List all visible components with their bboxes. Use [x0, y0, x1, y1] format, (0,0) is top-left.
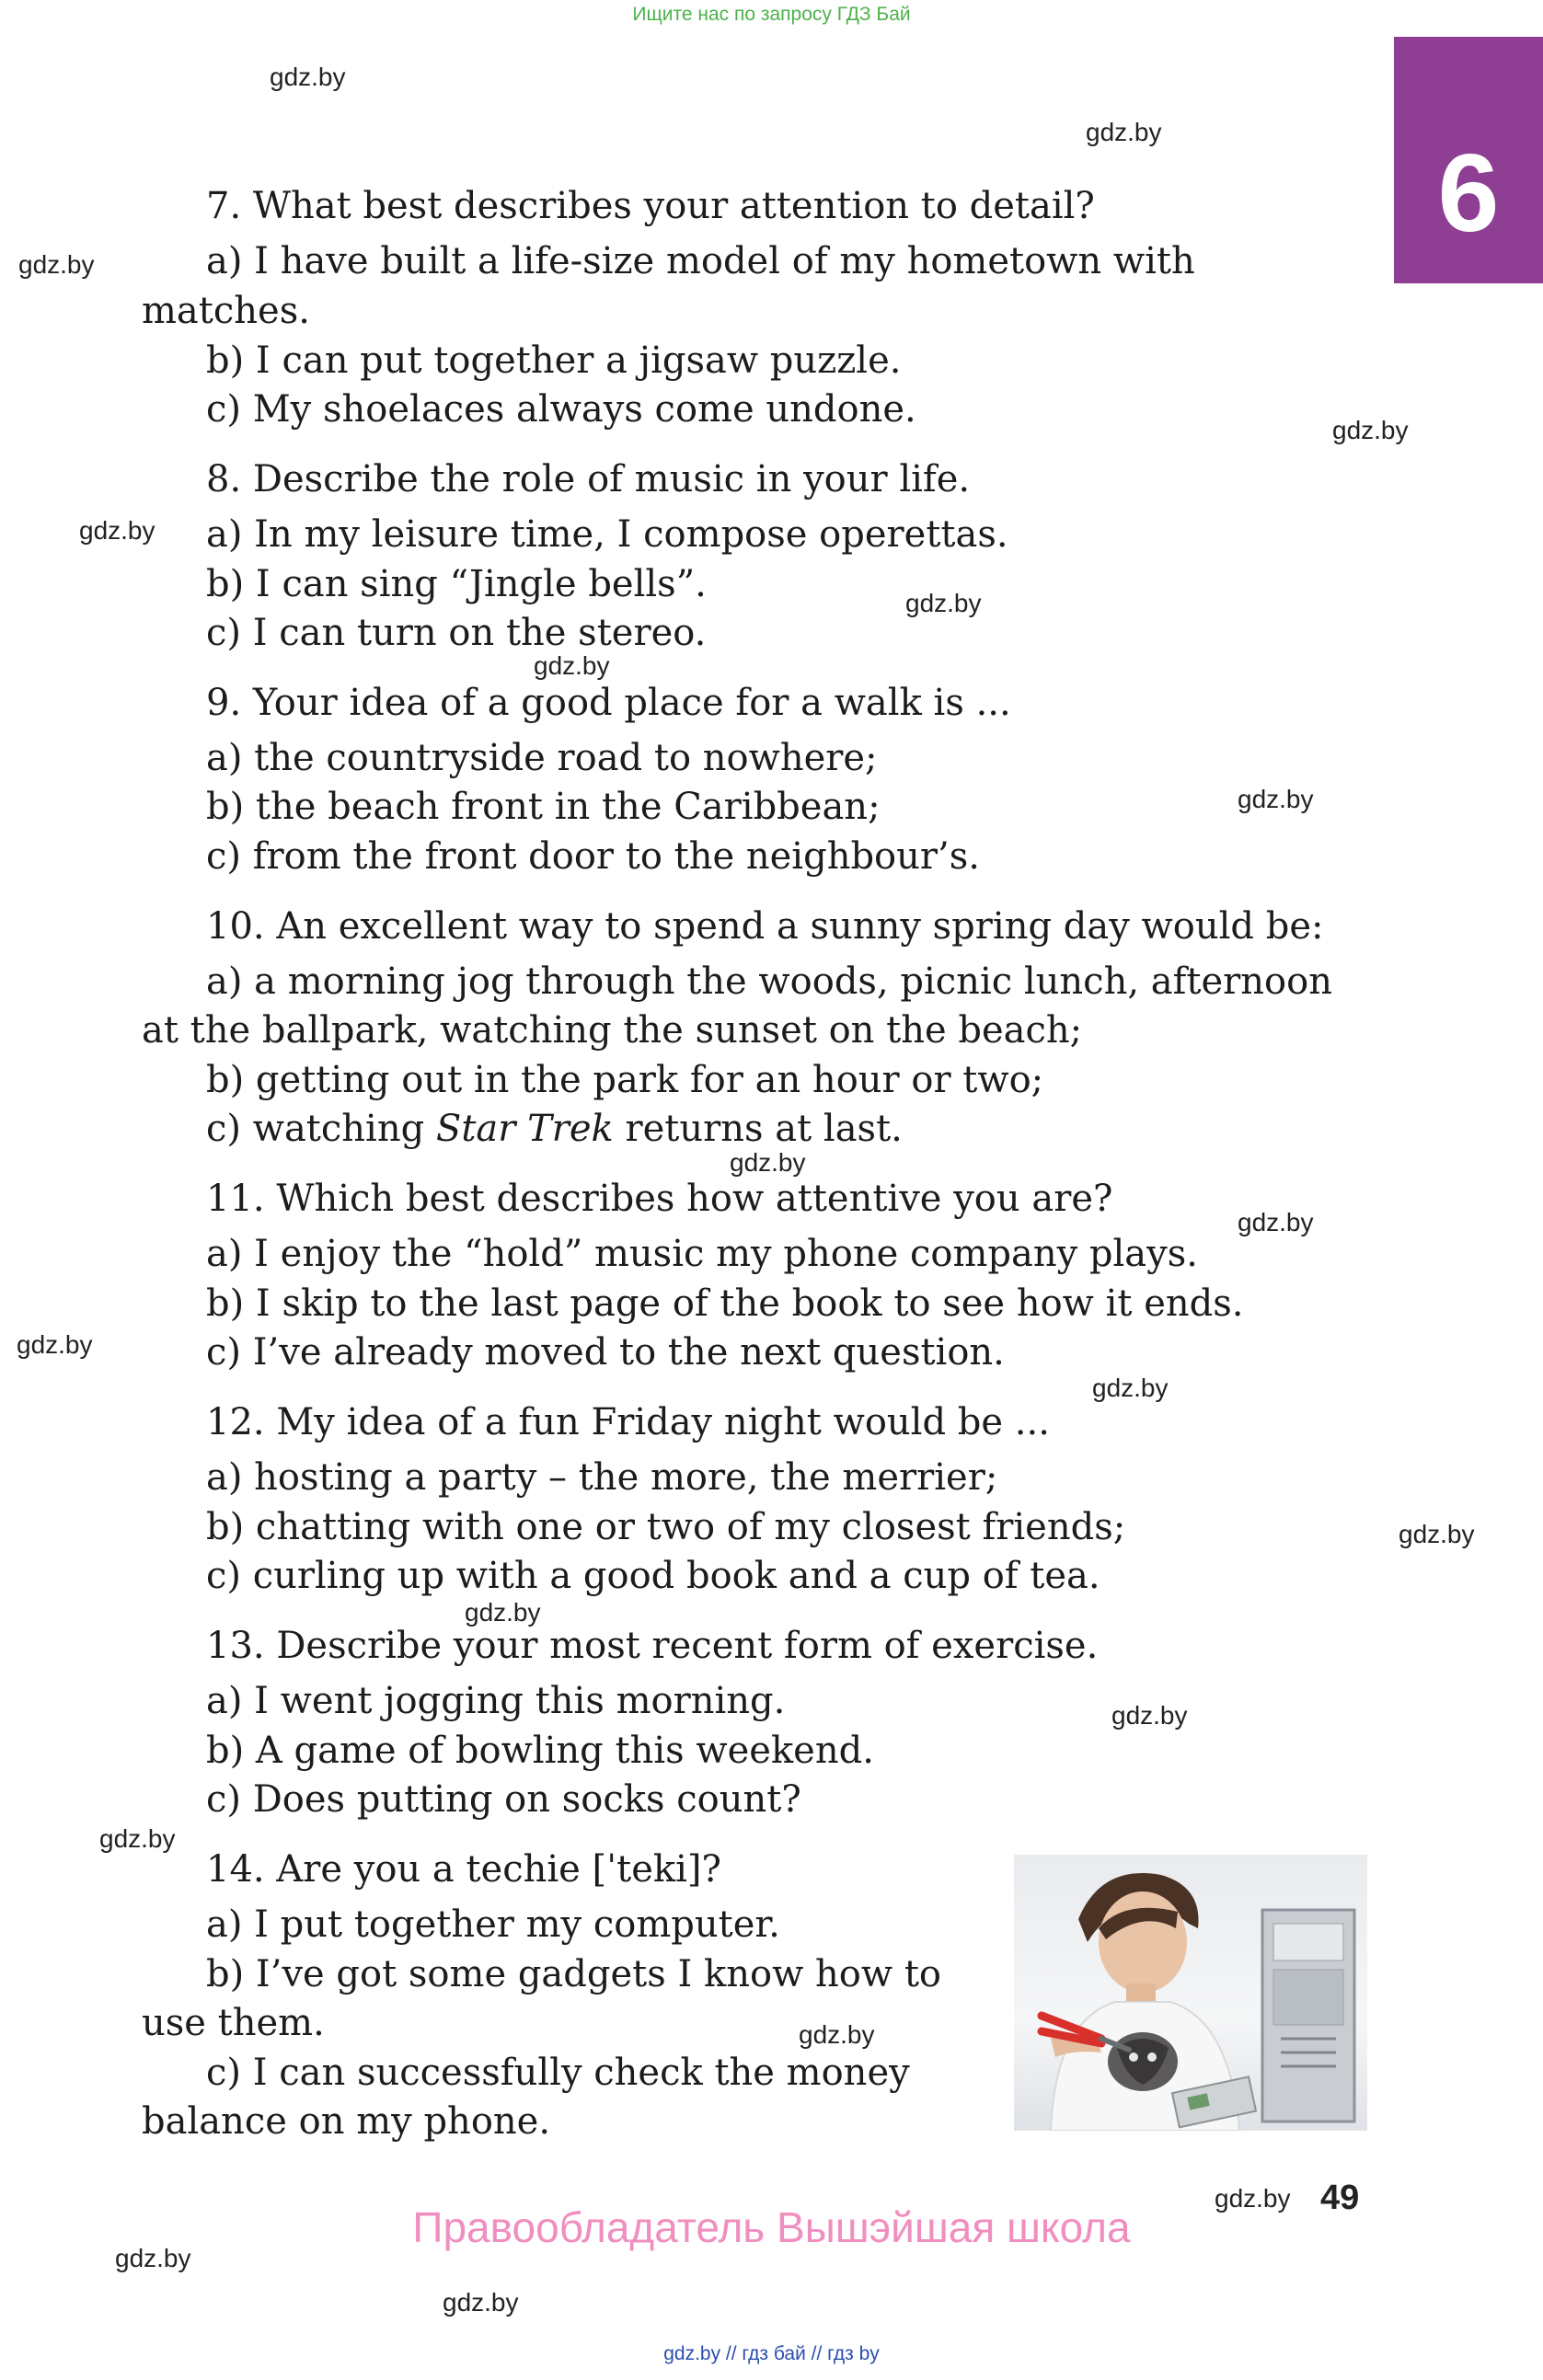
question-9: 9. Your idea of a good place for a walk is ...: [206, 682, 1011, 724]
watermark: gdz.by: [1092, 1374, 1169, 1402]
techie-photo: [1014, 1855, 1367, 2131]
chapter-number: 6: [1437, 132, 1500, 255]
answer-12b: b) chatting with one or two of my closest friends;: [206, 1506, 1126, 1548]
answer-10b: b) getting out in the park for an hour or two;: [206, 1059, 1044, 1101]
chapter-tab: [1394, 37, 1543, 283]
watermark: gdz.by: [534, 651, 610, 680]
answer-14b-cont: use them.: [142, 2002, 325, 2044]
watermark: gdz.by: [1111, 1701, 1188, 1730]
rights-holder: Правообладатель Вышэйшая школа: [412, 2203, 1131, 2251]
answer-12c: c) curling up with a good book and a cup of tea.: [206, 1555, 1100, 1597]
watermark: gdz.by: [1399, 1520, 1475, 1548]
question-13: 13. Describe your most recent form of exercise.: [206, 1625, 1099, 1667]
answer-8c: c) I can turn on the stereo.: [206, 612, 707, 654]
answer-10c-title: Star Trek: [435, 1108, 614, 1150]
answer-9b: b) the beach front in the Caribbean;: [206, 786, 881, 828]
watermark: gdz.by: [17, 1330, 93, 1359]
watermark: gdz.by: [270, 63, 346, 91]
answer-10c-suffix: returns at last.: [613, 1108, 903, 1150]
answer-14c: c) I can successfully check the money: [206, 2052, 910, 2094]
answer-8b: b) I can sing “Jingle bells”.: [206, 563, 707, 605]
watermark: gdz.by: [18, 250, 95, 279]
page-number: 49: [1320, 2179, 1360, 2217]
answer-10c: [206, 1107, 903, 1151]
answer-8a: a) In my leisure time, I compose operettas.: [206, 513, 1008, 556]
answer-13a: a) I went jogging this morning.: [206, 1680, 786, 1722]
answer-13c: c) Does putting on socks count?: [206, 1778, 801, 1821]
answer-7a-cont: matches.: [142, 290, 310, 332]
question-7: 7. What best describes your attention to detail?: [206, 185, 1095, 227]
techie-photo-illustration: [1014, 1855, 1367, 2131]
answer-14a: a) I put together my computer.: [206, 1903, 780, 1946]
watermark: gdz.by: [1238, 785, 1314, 813]
watermark: gdz.by: [79, 516, 155, 545]
answer-7b: b) I can put together a jigsaw puzzle.: [206, 339, 902, 382]
answer-12a: a) hosting a party – the more, the merrier;: [206, 1456, 998, 1499]
answer-11b: b) I skip to the last page of the book to see how it ends.: [206, 1282, 1244, 1325]
answer-14c-cont: balance on my phone.: [142, 2100, 551, 2143]
question-10: 10. An excellent way to spend a sunny spring day would be:: [206, 905, 1324, 948]
answer-10c-prefix: c) watching: [206, 1108, 436, 1150]
watermark: gdz.by: [905, 589, 982, 617]
watermark: gdz.by: [115, 2244, 191, 2272]
answer-9a: a) the countryside road to nowhere;: [206, 737, 878, 779]
question-11: 11. Which best describes how attentive you are?: [206, 1178, 1113, 1220]
answer-10a: a) a morning jog through the woods, picnic lunch, afternoon: [206, 960, 1332, 1003]
watermark: gdz.by: [443, 2288, 519, 2317]
question-14: 14. Are you a techie [ˈteki]?: [206, 1848, 721, 1891]
footer-links[interactable]: gdz.by // гдз бай // гдз by: [663, 2343, 880, 2364]
question-8: 8. Describe the role of music in your life.: [206, 458, 971, 500]
watermark: gdz.by: [1086, 118, 1162, 146]
watermark: gdz.by: [1332, 416, 1409, 444]
answer-9c: c) from the front door to the neighbour’s.: [206, 835, 980, 878]
answer-13b: b) A game of bowling this weekend.: [206, 1730, 874, 1772]
answer-7a: a) I have built a life-size model of my hometown with: [206, 240, 1195, 282]
answer-11a: a) I enjoy the “hold” music my phone company plays.: [206, 1233, 1198, 1275]
top-banner[interactable]: Ищите нас по запросу ГДЗ Бай: [632, 4, 911, 25]
answer-14b: b) I’ve got some gadgets I know how to: [206, 1953, 941, 1995]
watermark: gdz.by: [465, 1598, 541, 1627]
watermark: gdz.by: [1215, 2184, 1291, 2213]
watermark: gdz.by: [99, 1824, 176, 1853]
answer-11c: c) I’ve already moved to the next question.: [206, 1331, 1005, 1374]
answer-10a-cont: at the ballpark, watching the sunset on the beach;: [142, 1009, 1083, 1052]
question-12: 12. My idea of a fun Friday night would be ...: [206, 1401, 1050, 1443]
watermark: gdz.by: [730, 1148, 806, 1177]
watermark: gdz.by: [1238, 1208, 1314, 1236]
watermark: gdz.by: [799, 2020, 875, 2049]
answer-7c: c) My shoelaces always come undone.: [206, 388, 916, 431]
